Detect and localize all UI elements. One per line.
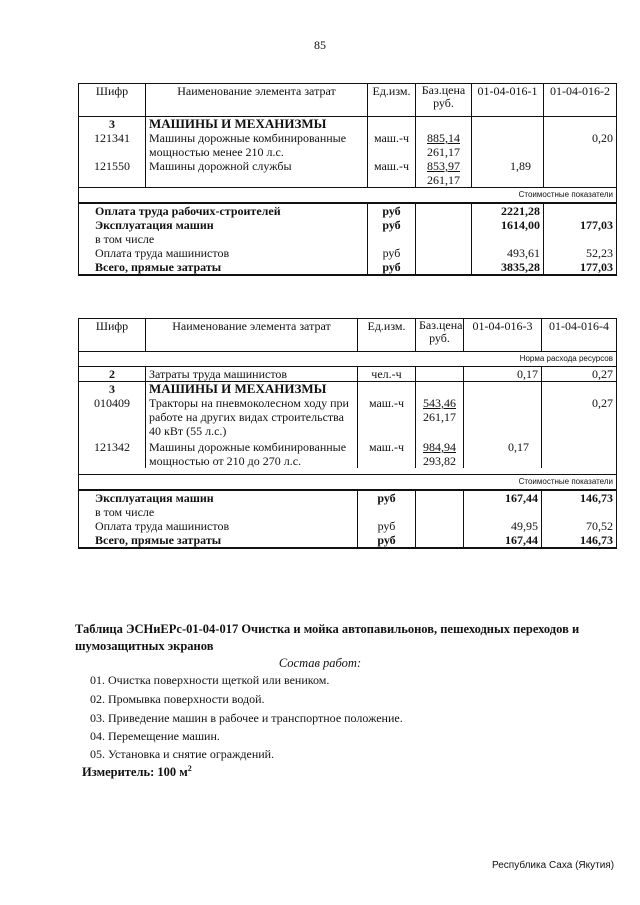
resource-price-top: 984,94 bbox=[423, 440, 456, 454]
summary-value-1: 167,44 bbox=[464, 533, 542, 548]
composition-title: Состав работ: bbox=[278, 656, 362, 670]
resource-name: Машины дорожные комбинированные мощностью от 210 до 270 л.с. bbox=[146, 438, 358, 468]
resource-value-1: 0,17 bbox=[464, 438, 542, 468]
header-unit: Ед.изм. bbox=[358, 319, 416, 352]
resource-unit: маш.-ч bbox=[368, 159, 416, 188]
summary-label: в том числе bbox=[79, 505, 358, 519]
summary-label: Всего, прямые затраты bbox=[79, 533, 358, 548]
summary-unit: руб bbox=[358, 490, 416, 505]
summary-label: Оплата труда машинистов bbox=[79, 519, 358, 533]
summary-unit: руб bbox=[368, 246, 416, 260]
summary-value-1: 2221,28 bbox=[472, 203, 544, 218]
resource-price-bottom: 293,82 bbox=[423, 454, 456, 468]
header-base-price: Баз.цена руб. bbox=[416, 319, 464, 352]
resource-price-top: 853,97 bbox=[427, 159, 460, 173]
summary-value-1: 493,61 bbox=[472, 246, 544, 260]
resource-value-2 bbox=[542, 438, 617, 468]
work-item: 05. Установка и снятие ограждений. bbox=[90, 747, 275, 761]
header-name: Наименование элемента затрат bbox=[146, 84, 368, 117]
resource-unit: маш.-ч bbox=[358, 396, 416, 438]
resource-value-1 bbox=[464, 396, 542, 438]
resource-price-top: 885,14 bbox=[427, 131, 460, 145]
header-name: Наименование элемента затрат bbox=[146, 319, 358, 352]
summary-value-2 bbox=[544, 203, 617, 218]
resource-price-bottom: 261,17 bbox=[423, 410, 456, 424]
work-item: 03. Приведение машин в рабочее и транспортное положение. bbox=[90, 711, 403, 725]
norm-label: Норма расхода ресурсов bbox=[79, 352, 617, 367]
section-title: МАШИНЫ И МЕХАНИЗМЫ bbox=[146, 117, 368, 132]
summary-value-1: 49,95 bbox=[464, 519, 542, 533]
resource-table-1 bbox=[78, 83, 617, 276]
labor-code: 2 bbox=[79, 367, 146, 382]
table-title: Таблица ЭСНиЕРс-01-04-017 Очистка и мойка автопавильонов, пешеходных переходов и шумозащитных экранов bbox=[75, 622, 580, 653]
summary-value-2: 52,23 bbox=[544, 246, 617, 260]
summary-value-2: 70,52 bbox=[542, 519, 617, 533]
header-col-1: 01-04-016-1 bbox=[472, 84, 544, 117]
summary-value-2: 177,03 bbox=[544, 260, 617, 275]
page-number: 85 bbox=[314, 38, 326, 52]
labor-name: Затраты труда машинистов bbox=[146, 367, 358, 382]
summary-value-2: 177,03 bbox=[544, 218, 617, 232]
summary-value-1: 3835,28 bbox=[472, 260, 544, 275]
labor-unit: чел.-ч bbox=[358, 367, 416, 382]
summary-unit: руб bbox=[368, 203, 416, 218]
header-col-4: 01-04-016-4 bbox=[542, 319, 617, 352]
work-item: 02. Промывка поверхности водой. bbox=[90, 692, 265, 706]
summary-value-2: 146,73 bbox=[542, 533, 617, 548]
resource-unit: маш.-ч bbox=[368, 131, 416, 159]
summary-label: в том числе bbox=[79, 232, 368, 246]
section-number: 3 bbox=[79, 117, 146, 132]
summary-label: Оплата труда рабочих-строителей bbox=[79, 203, 368, 218]
resource-value-1 bbox=[472, 131, 544, 159]
summary-label: Оплата труда машинистов bbox=[79, 246, 368, 260]
meter-unit bbox=[82, 764, 192, 780]
summary-unit: руб bbox=[368, 260, 416, 275]
summary-unit: руб bbox=[358, 533, 416, 548]
resource-table-2 bbox=[78, 318, 617, 549]
summary-value-1: 1614,00 bbox=[472, 218, 544, 232]
resource-code: 121342 bbox=[79, 438, 146, 468]
resource-value-1: 1,89 bbox=[472, 159, 544, 188]
resource-value-2: 0,27 bbox=[542, 396, 617, 438]
resource-code: 121550 bbox=[79, 159, 146, 188]
resource-name: Машины дорожной службы bbox=[146, 159, 368, 188]
cost-indicators-label: Стоимостные показатели bbox=[79, 188, 617, 204]
summary-value-2: 146,73 bbox=[542, 490, 617, 505]
summary-unit: руб bbox=[358, 519, 416, 533]
resource-code: 121341 bbox=[79, 131, 146, 159]
work-item: 04. Перемещение машин. bbox=[90, 729, 220, 743]
header-code: Шифр bbox=[79, 319, 146, 352]
cost-indicators-label: Стоимостные показатели bbox=[79, 475, 617, 491]
header-col-3: 01-04-016-3 bbox=[464, 319, 542, 352]
resource-price-bottom: 261,17 bbox=[427, 173, 460, 187]
resource-value-2: 0,20 bbox=[544, 131, 617, 159]
footer-region: Республика Саха (Якутия) bbox=[492, 860, 615, 871]
resource-price-bottom: 261,17 bbox=[427, 145, 460, 159]
resource-price-top: 543,46 bbox=[423, 396, 456, 410]
meter-sup: 2 bbox=[187, 764, 192, 773]
labor-value-2: 0,27 bbox=[542, 367, 617, 382]
resource-name: Машины дорожные комбинированные мощностью менее 210 л.с. bbox=[146, 131, 368, 159]
header-base-price: Баз.цена руб. bbox=[416, 84, 472, 117]
summary-label: Эксплуатация машин bbox=[79, 218, 368, 232]
resource-value-2 bbox=[544, 159, 617, 188]
section-number: 3 bbox=[79, 382, 146, 397]
section-title: МАШИНЫ И МЕХАНИЗМЫ bbox=[146, 382, 358, 397]
resource-unit: маш.-ч bbox=[358, 438, 416, 468]
resource-code: 010409 bbox=[79, 396, 146, 438]
work-item: 01. Очистка поверхности щеткой или веником. bbox=[90, 673, 330, 687]
header-unit: Ед.изм. bbox=[368, 84, 416, 117]
summary-value-1: 167,44 bbox=[464, 490, 542, 505]
summary-label: Всего, прямые затраты bbox=[79, 260, 368, 275]
labor-value-1: 0,17 bbox=[464, 367, 542, 382]
summary-unit: руб bbox=[368, 218, 416, 232]
meter-label: Измеритель: 100 м bbox=[82, 765, 188, 780]
resource-name: Тракторы на пневмоколесном ходу при работе на других видах строительства 40 кВт (55 л.с.) bbox=[146, 396, 358, 438]
summary-label: Эксплуатация машин bbox=[79, 490, 358, 505]
header-code: Шифр bbox=[79, 84, 146, 117]
header-col-2: 01-04-016-2 bbox=[544, 84, 617, 117]
